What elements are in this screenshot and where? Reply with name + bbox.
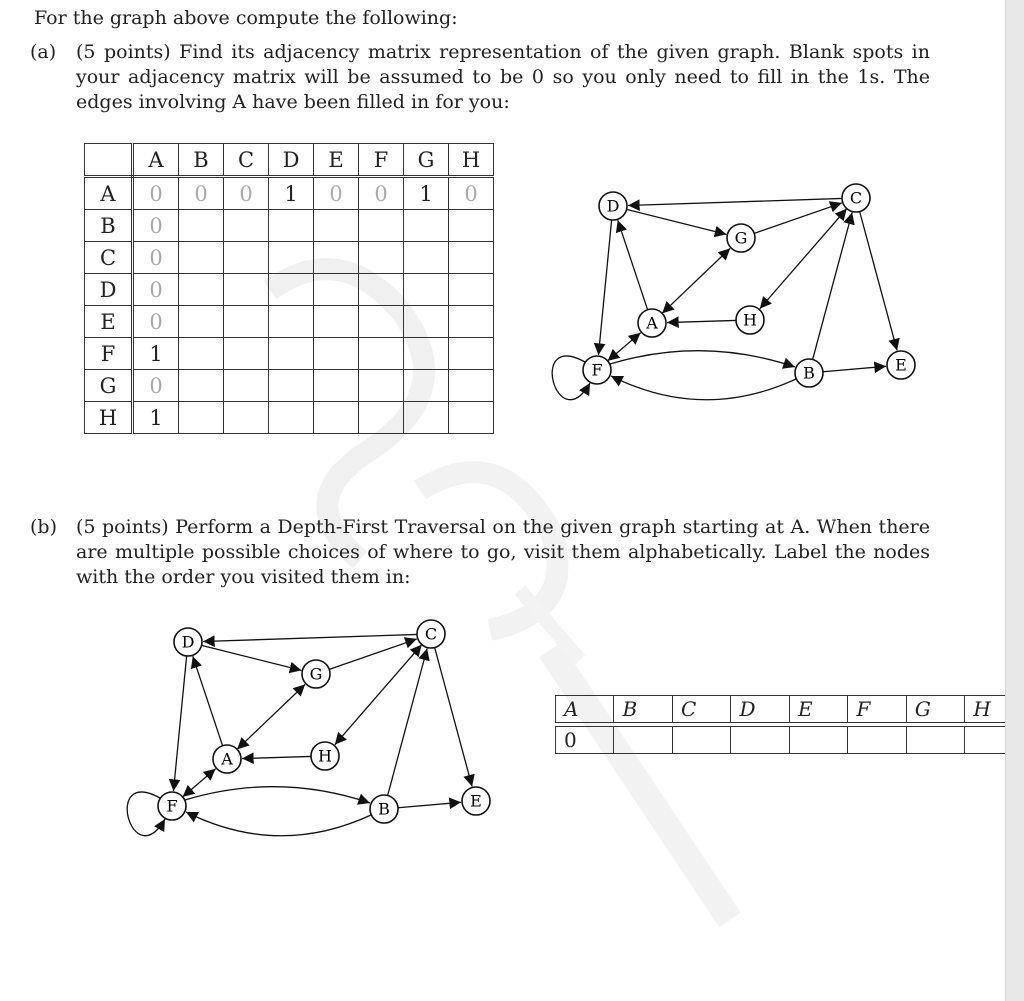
- edge-a-d: [618, 220, 648, 309]
- dfs-header-cell: D: [731, 696, 790, 723]
- question-a-label: (a): [30, 41, 57, 63]
- matrix-row: [85, 274, 494, 306]
- matrix-col-header: D: [269, 144, 314, 177]
- graph-node-h: [736, 306, 764, 334]
- matrix-cell[interactable]: [269, 274, 314, 306]
- matrix-cell[interactable]: [449, 210, 494, 242]
- matrix-cell[interactable]: 0: [133, 306, 179, 338]
- edge-c-h: [760, 209, 847, 309]
- matrix-cell[interactable]: [179, 338, 224, 370]
- matrix-cell[interactable]: [269, 370, 314, 402]
- question-b: [30, 515, 930, 590]
- matrix-cell[interactable]: [314, 338, 359, 370]
- dfs-value-cell[interactable]: 0: [556, 727, 614, 754]
- matrix-cell[interactable]: [404, 306, 449, 338]
- matrix-cell[interactable]: [269, 210, 314, 242]
- graph-node-a: [638, 309, 666, 337]
- edge-d-f: [173, 656, 186, 791]
- matrix-cell[interactable]: [359, 338, 404, 370]
- matrix-cell[interactable]: 0: [133, 177, 179, 210]
- matrix-row: [85, 402, 494, 434]
- matrix-cell[interactable]: [314, 274, 359, 306]
- edge-c-d: [203, 634, 417, 641]
- matrix-cell[interactable]: [449, 338, 494, 370]
- matrix-cell[interactable]: [404, 370, 449, 402]
- matrix-cell[interactable]: [179, 242, 224, 274]
- graph-node-label: B: [803, 363, 815, 383]
- edge-f-a: [183, 769, 216, 797]
- matrix-cell[interactable]: [224, 210, 269, 242]
- graph-node-label: F: [166, 796, 178, 816]
- matrix-cell[interactable]: [224, 306, 269, 338]
- intro-text: For the graph above compute the following:: [34, 7, 458, 29]
- matrix-cell[interactable]: 1: [269, 177, 314, 210]
- matrix-cell[interactable]: [314, 402, 359, 434]
- graph-node-c: [417, 620, 445, 648]
- graph-node-label: D: [606, 196, 620, 216]
- dfs-header-cell: F: [848, 696, 906, 723]
- dfs-value-cell[interactable]: [848, 727, 906, 754]
- edge-b-f: [611, 376, 796, 400]
- matrix-cell[interactable]: 1: [133, 402, 179, 434]
- graph-node-label: H: [318, 746, 332, 766]
- matrix-row-header: F: [85, 338, 133, 370]
- matrix-cell[interactable]: [179, 274, 224, 306]
- edge-b-c: [388, 648, 427, 795]
- graph-node-g: [727, 224, 755, 252]
- dfs-value-cell[interactable]: [906, 727, 965, 754]
- matrix-cell[interactable]: [359, 306, 404, 338]
- question-a-text: (5 points) Find its adjacency matrix representation of the given graph. Blank spots in your adjacency matrix will be assumed to be 0 so you only need to fill in the 1s. The edges involving A have been filled in for you:: [76, 41, 930, 113]
- edge-b-f: [186, 812, 371, 836]
- matrix-cell[interactable]: [224, 402, 269, 434]
- matrix-cell[interactable]: [359, 274, 404, 306]
- matrix-cell[interactable]: [269, 338, 314, 370]
- matrix-cell[interactable]: [179, 210, 224, 242]
- graph-node-c: [842, 184, 870, 212]
- graph-node-b: [370, 795, 398, 823]
- matrix-cell[interactable]: 0: [133, 210, 179, 242]
- matrix-cell[interactable]: [314, 242, 359, 274]
- graph-node-label: E: [470, 791, 482, 811]
- dfs-header-cell: A: [556, 696, 614, 723]
- matrix-cell[interactable]: 1: [133, 338, 179, 370]
- matrix-cell[interactable]: [359, 210, 404, 242]
- matrix-corner: [85, 144, 133, 177]
- edge-a-d: [193, 656, 223, 745]
- graph-node-f: [158, 792, 186, 820]
- matrix-row: [85, 242, 494, 274]
- matrix-cell[interactable]: [314, 306, 359, 338]
- matrix-row: [85, 177, 494, 210]
- matrix-cell[interactable]: [269, 242, 314, 274]
- edge-h-a: [242, 756, 311, 758]
- graph-node-label: H: [743, 310, 757, 330]
- dfs-value-cell[interactable]: [672, 727, 731, 754]
- graph-diagram-a: [540, 170, 940, 430]
- question-a: [30, 40, 930, 115]
- edge-f-a: [608, 333, 641, 361]
- edge-b-c: [813, 212, 852, 359]
- question-b-label: (b): [30, 516, 57, 538]
- matrix-col-header: H: [449, 144, 494, 177]
- graph-node-e: [462, 787, 490, 815]
- graph-node-f: [583, 356, 611, 384]
- graph-node-label: D: [181, 632, 195, 652]
- matrix-col-header: A: [133, 144, 179, 177]
- matrix-cell[interactable]: 1: [404, 177, 449, 210]
- matrix-cell[interactable]: [404, 402, 449, 434]
- matrix-cell[interactable]: [314, 210, 359, 242]
- matrix-row: [85, 210, 494, 242]
- matrix-col-header: E: [314, 144, 359, 177]
- graph-node-e: [887, 351, 915, 379]
- matrix-row: [85, 338, 494, 370]
- matrix-row-header: G: [85, 370, 133, 402]
- matrix-col-header: G: [404, 144, 449, 177]
- dfs-value-cell[interactable]: [614, 727, 672, 754]
- matrix-cell[interactable]: [449, 370, 494, 402]
- dfs-header-cell: H: [965, 696, 1024, 723]
- matrix-cell[interactable]: [449, 242, 494, 274]
- matrix-col-header: F: [359, 144, 404, 177]
- graph-node-label: A: [221, 749, 233, 769]
- edge-h-a: [667, 320, 736, 322]
- graph-node-d: [174, 628, 202, 656]
- matrix-row-header: A: [85, 177, 133, 210]
- edge-d-g: [202, 645, 302, 670]
- matrix-cell[interactable]: [224, 338, 269, 370]
- matrix-row-header: C: [85, 242, 133, 274]
- graph-node-b: [795, 359, 823, 387]
- graph-node-label: G: [734, 228, 748, 248]
- matrix-cell[interactable]: [179, 370, 224, 402]
- edge-a-g: [237, 684, 305, 749]
- matrix-row: [85, 370, 494, 402]
- edge-a-g: [662, 248, 730, 313]
- edge-c-e: [435, 648, 472, 787]
- dfs-order-table: [555, 695, 1024, 754]
- matrix-cell[interactable]: [359, 402, 404, 434]
- matrix-cell[interactable]: [224, 274, 269, 306]
- graph-diagram-b: [115, 615, 515, 875]
- dfs-header-cell: E: [789, 696, 847, 723]
- matrix-cell[interactable]: [404, 242, 449, 274]
- matrix-cell[interactable]: [269, 306, 314, 338]
- matrix-cell[interactable]: [449, 274, 494, 306]
- graph-node-label: B: [378, 799, 390, 819]
- matrix-cell[interactable]: [359, 370, 404, 402]
- dfs-value-cell[interactable]: [731, 727, 790, 754]
- matrix-col-header: B: [179, 144, 224, 177]
- edge-f-b: [610, 351, 795, 367]
- edge-c-h: [335, 645, 422, 745]
- matrix-cell[interactable]: [269, 402, 314, 434]
- edge-d-f: [598, 220, 611, 355]
- matrix-cell[interactable]: [314, 370, 359, 402]
- matrix-row-header: H: [85, 402, 133, 434]
- graph-node-d: [599, 192, 627, 220]
- matrix-row-header: E: [85, 306, 133, 338]
- graph-node-label: C: [424, 624, 438, 644]
- edge-d-g: [627, 209, 727, 234]
- matrix-cell[interactable]: 0: [449, 177, 494, 210]
- dfs-header-cell: G: [906, 696, 965, 723]
- dfs-value-cell[interactable]: [789, 727, 847, 754]
- matrix-cell[interactable]: [224, 370, 269, 402]
- scrollbar[interactable]: [1005, 0, 1024, 1001]
- graph-node-label: E: [895, 355, 907, 375]
- edge-b-e: [398, 802, 461, 807]
- dfs-header-cell: B: [614, 696, 672, 723]
- matrix-cell[interactable]: [404, 210, 449, 242]
- matrix-cell[interactable]: [179, 402, 224, 434]
- matrix-cell[interactable]: [404, 338, 449, 370]
- matrix-cell[interactable]: 0: [133, 274, 179, 306]
- matrix-cell[interactable]: 0: [359, 177, 404, 210]
- matrix-cell[interactable]: [359, 242, 404, 274]
- adjacency-matrix: [84, 143, 494, 434]
- matrix-cell[interactable]: 0: [133, 242, 179, 274]
- graph-node-a: [213, 745, 241, 773]
- graph-node-h: [311, 742, 339, 770]
- graph-node-label: A: [646, 313, 658, 333]
- matrix-cell[interactable]: [404, 274, 449, 306]
- matrix-cell[interactable]: [449, 402, 494, 434]
- matrix-cell[interactable]: [179, 306, 224, 338]
- edge-c-e: [860, 212, 897, 351]
- graph-node-g: [302, 660, 330, 688]
- edge-f-b: [185, 787, 370, 803]
- dfs-header-cell: C: [672, 696, 731, 723]
- matrix-cell[interactable]: 0: [179, 177, 224, 210]
- graph-node-label: G: [309, 664, 323, 684]
- matrix-cell[interactable]: [224, 242, 269, 274]
- question-b-text: (5 points) Perform a Depth-First Traversal on the given graph starting at A. When there are multiple possible choices of where to go, visit them alphabetically. Label the nodes with the order you visited them in:: [76, 516, 930, 588]
- graph-node-label: F: [591, 360, 603, 380]
- matrix-cell[interactable]: 0: [224, 177, 269, 210]
- matrix-cell[interactable]: 0: [314, 177, 359, 210]
- matrix-cell[interactable]: [449, 306, 494, 338]
- edge-c-d: [628, 198, 842, 205]
- matrix-row: [85, 306, 494, 338]
- matrix-cell[interactable]: 0: [133, 370, 179, 402]
- matrix-row-header: B: [85, 210, 133, 242]
- edge-b-e: [823, 366, 886, 371]
- graph-node-label: C: [849, 188, 863, 208]
- matrix-row-header: D: [85, 274, 133, 306]
- matrix-col-header: C: [224, 144, 269, 177]
